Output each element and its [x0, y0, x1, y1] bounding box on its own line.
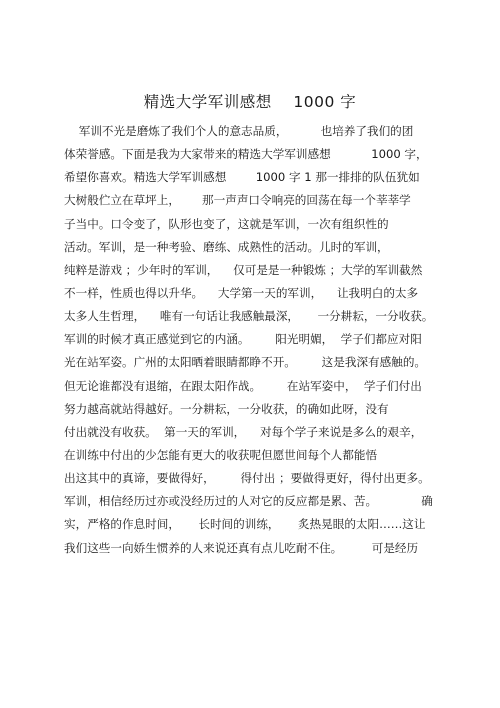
body-line: 军训，相信经历过亦或没经历过的人对它的反应都是累、苦。 确: [64, 494, 433, 509]
body-line: 军训的时候才真正感觉到它的内涵。 阳光明媚， 学子们都应对阳: [64, 332, 422, 347]
body-line: 军训不光是磨炼了我们个人的意志品质， 也培养了我们的团: [64, 124, 414, 138]
body-line: 体荣誉感。下面是我为大家带来的精选大学军训感想 1000 字，: [64, 147, 428, 162]
body-line: 纯粹是游戏 ；少年时的军训， 仅可是是一种锻炼 ；大学的军训截然: [64, 262, 423, 277]
body-line: 子当中。口令变了，队形也变了，这就是军训，一次有组织性的: [64, 216, 389, 231]
body-line: 活动。军训，是一种考验、磨练、成熟性的活动。儿时的军训，: [64, 239, 389, 254]
document-title: 精选大学军训感想 1000 字: [143, 93, 357, 111]
body-line: 太多人生哲理， 唯有一句话让我感触最深， 一分耕耘，一分收获。: [64, 309, 434, 324]
document-body: [64, 120, 444, 560]
body-line: 光在站军姿。广州的太阳晒着眼睛都睁不开。 这是我深有感触的。: [64, 355, 427, 370]
body-line: 努力越高就站得越好。一分耕耘，一分收获，的确如此呀，没有: [64, 401, 389, 416]
body-line: 实，严格的作息时间， 长时间的训练， 炙热晃眼的太阳……这让: [64, 517, 426, 532]
body-line: 希望你喜欢。精选大学军训感想 1000 字 1 那一排排的队伍犹如: [64, 170, 420, 185]
body-line: 但无论谁都没有退缩，在跟太阳作战。 在站军姿中， 学子们付出: [64, 378, 422, 393]
body-line: 不一样，性质也得以升华。 大学第一天的军训， 让我明白的太多: [64, 285, 419, 300]
body-line: 大树般伫立在草坪上， 那一声声口令响亮的回荡在每一个莘莘学: [64, 193, 411, 208]
body-line: 付出就没有收获。 第一天的军训， 对每个学子来说是多么的艰辛，: [64, 424, 423, 439]
body-line: 我们这些一向娇生惯养的人来说还真有点儿吃耐不住。 可是经历: [64, 540, 419, 555]
body-line: 在训练中付出的少怎能有更大的收获呢但愿世间每个人都能悟: [64, 447, 378, 462]
body-line: 出这其中的真谛，要做得好， 得付出 ；要做得更好，得付出更多。: [64, 471, 430, 486]
